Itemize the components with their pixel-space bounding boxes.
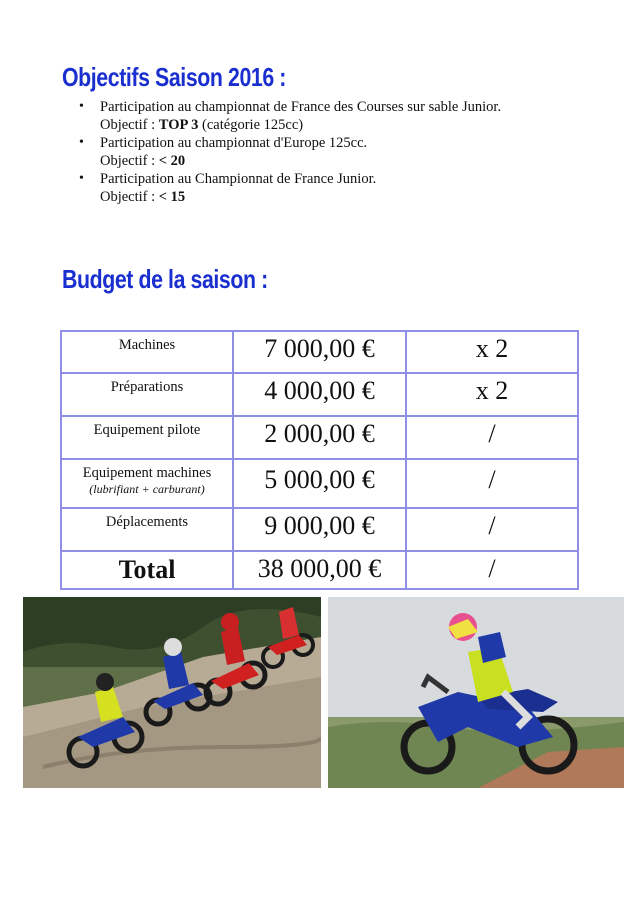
objectives-heading: Objectifs Saison 2016 : [62,62,287,92]
objectives-list [62,98,622,206]
objective-text: Participation au championnat d'Europe 125cc. [100,135,368,151]
row-label: Machines [61,331,233,373]
list-item [62,98,622,134]
table-row [61,508,578,551]
row-label: Equipement machines (lubrifiant + carburant) [61,459,233,508]
row-multiplier: / [406,416,578,459]
objective-goal: Objectif : TOP 3 (catégorie 125cc) [100,117,304,133]
table-row [61,373,578,416]
row-multiplier: / [406,508,578,551]
list-item [62,134,622,170]
total-label: Total [61,551,233,589]
row-label: Déplacements [61,508,233,551]
total-amount: 38 000,00 € [233,551,406,589]
row-multiplier: x 2 [406,373,578,416]
table-row [61,459,578,508]
objective-goal: Objectif : < 20 [100,153,186,169]
objective-text: Participation au Championnat de France Junior. [100,171,377,187]
row-amount: 2 000,00 € [233,416,406,459]
budget-table [60,330,579,590]
motocross-jump-photo [328,597,624,788]
table-row-total [61,551,578,589]
row-multiplier: x 2 [406,331,578,373]
table-row [61,331,578,373]
objective-goal: Objectif : < 15 [100,189,186,205]
row-sublabel: (lubrifiant + carburant) [89,482,205,496]
sand-race-photo [23,597,321,788]
row-label: Préparations [61,373,233,416]
row-multiplier: / [406,459,578,508]
total-multiplier: / [406,551,578,589]
row-label: Equipement pilote [61,416,233,459]
row-amount: 5 000,00 € [233,459,406,508]
row-amount: 4 000,00 € [233,373,406,416]
list-item [62,170,622,206]
budget-heading: Budget de la saison : [62,264,268,294]
row-amount: 9 000,00 € [233,508,406,551]
table-row [61,416,578,459]
row-amount: 7 000,00 € [233,331,406,373]
objective-text: Participation au championnat de France des Courses sur sable Junior. [100,99,502,115]
